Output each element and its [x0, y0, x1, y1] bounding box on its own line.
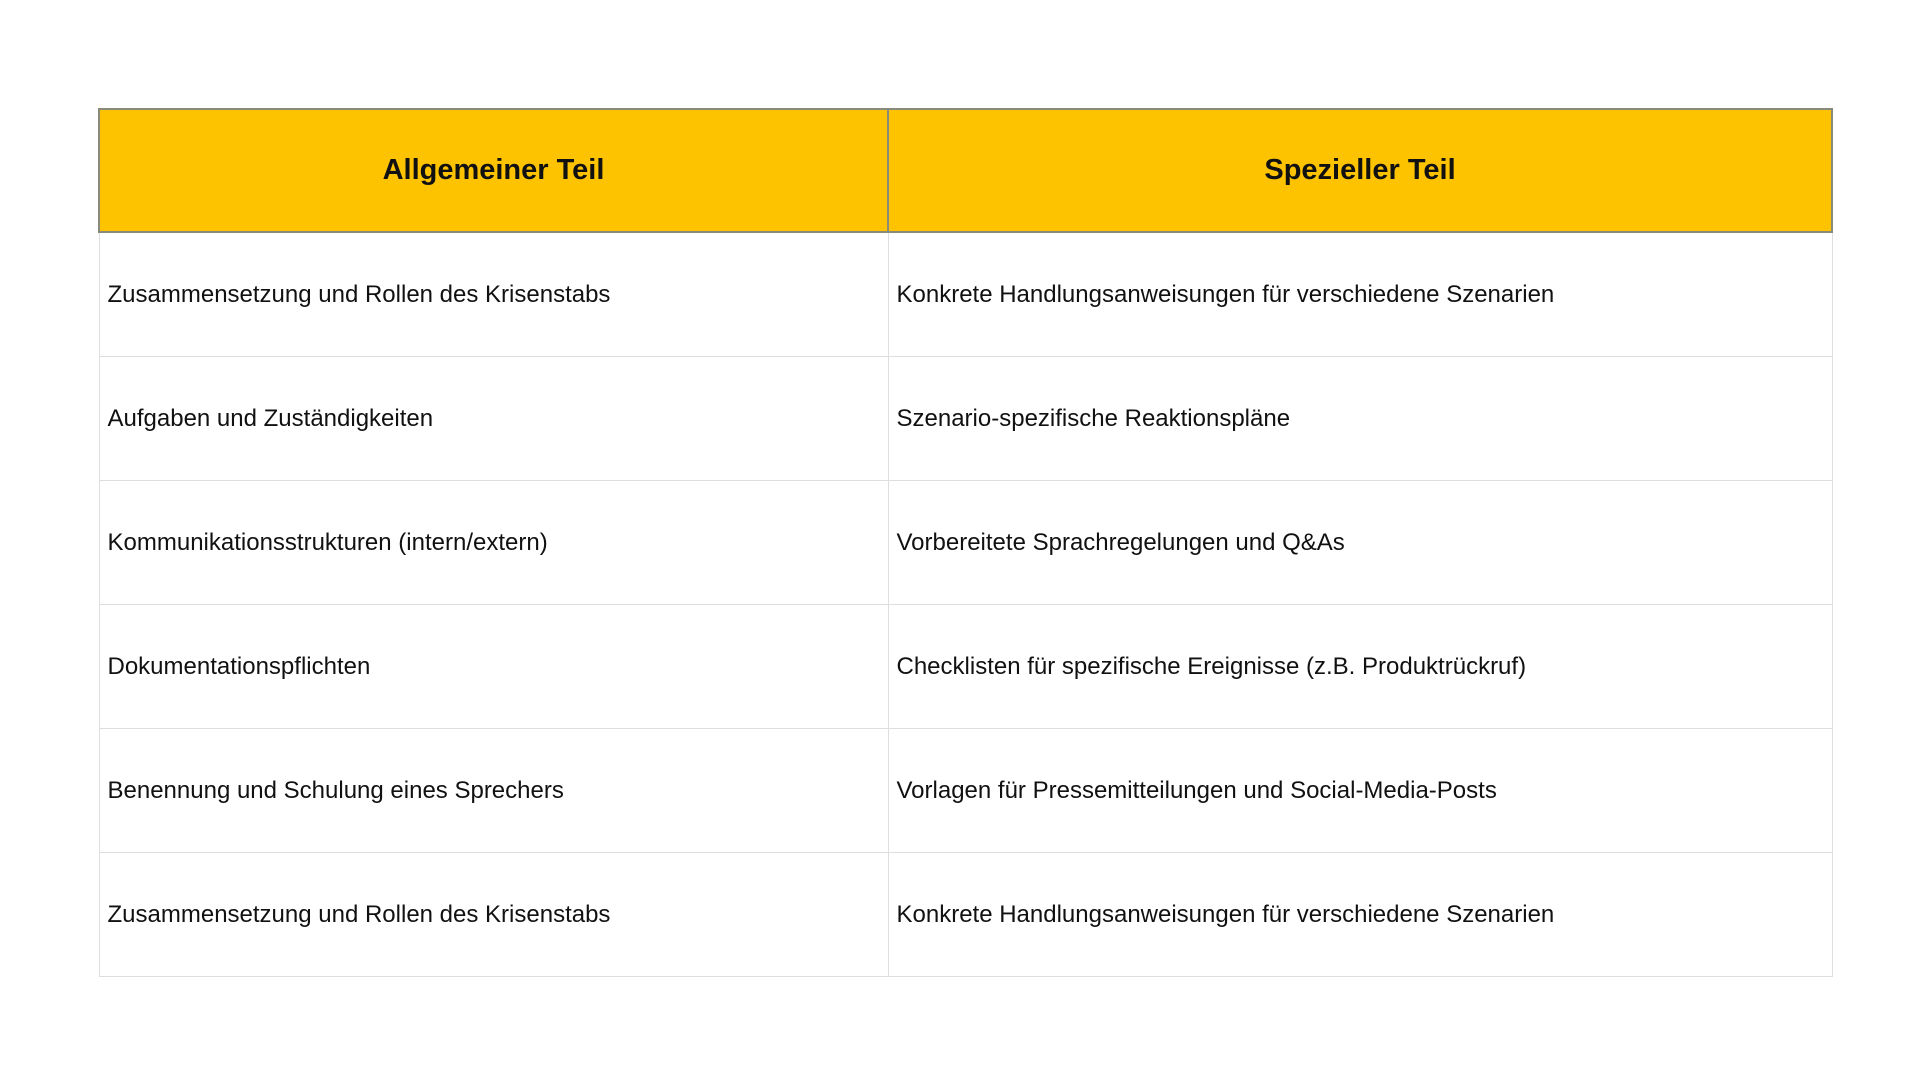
comparison-table — [98, 108, 1833, 977]
table-cell-general: Zusammensetzung und Rollen des Krisenstabs — [99, 232, 888, 357]
table-row — [99, 481, 1832, 605]
comparison-table-container — [98, 108, 1831, 977]
header-allgemeiner-teil: Allgemeiner Teil — [99, 109, 888, 232]
table-row — [99, 232, 1832, 357]
table-body — [99, 232, 1832, 977]
header-spezieller-teil: Spezieller Teil — [888, 109, 1832, 232]
table-cell-specific: Vorlagen für Pressemitteilungen und Social-Media-Posts — [888, 729, 1832, 853]
table-cell-general: Dokumentationspflichten — [99, 605, 888, 729]
table-cell-specific: Szenario-spezifische Reaktionspläne — [888, 357, 1832, 481]
table-cell-general: Zusammensetzung und Rollen des Krisenstabs — [99, 853, 888, 977]
header-row — [99, 109, 1832, 232]
table-cell-specific: Konkrete Handlungsanweisungen für verschiedene Szenarien — [888, 853, 1832, 977]
table-row — [99, 853, 1832, 977]
table-header — [99, 109, 1832, 232]
table-cell-general: Kommunikationsstrukturen (intern/extern) — [99, 481, 888, 605]
table-cell-specific: Checklisten für spezifische Ereignisse (z.B. Produktrückruf) — [888, 605, 1832, 729]
table-row — [99, 605, 1832, 729]
table-cell-general: Benennung und Schulung eines Sprechers — [99, 729, 888, 853]
table-row — [99, 729, 1832, 853]
table-row — [99, 357, 1832, 481]
table-cell-specific: Vorbereitete Sprachregelungen und Q&As — [888, 481, 1832, 605]
table-cell-general: Aufgaben und Zuständigkeiten — [99, 357, 888, 481]
table-cell-specific: Konkrete Handlungsanweisungen für verschiedene Szenarien — [888, 232, 1832, 357]
